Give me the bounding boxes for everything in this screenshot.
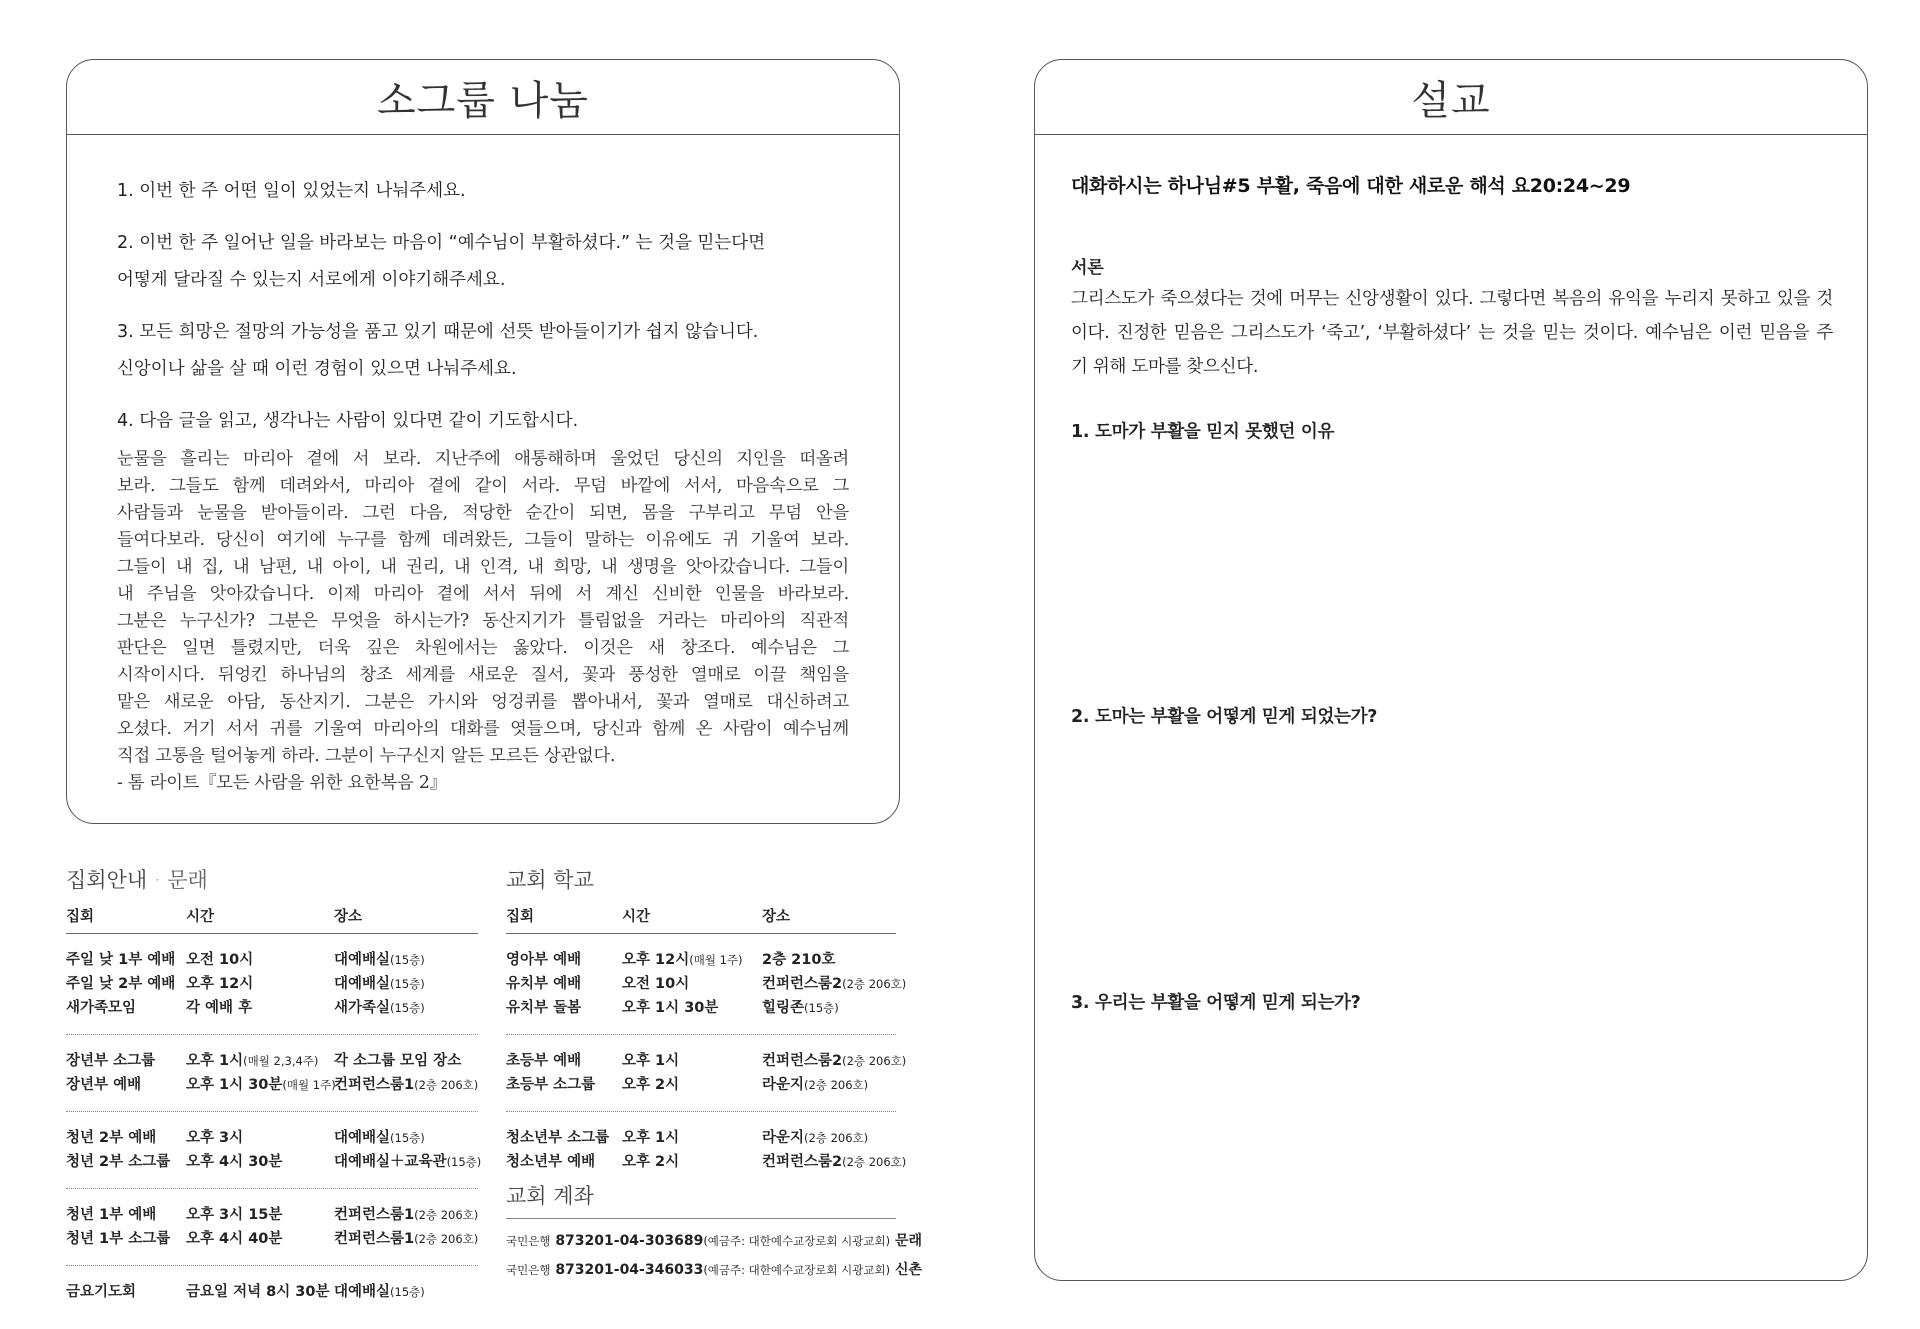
question-2-cont: 어떻게 달라질 수 있는지 서로에게 이야기해주세요. — [117, 270, 506, 290]
cell-note: (2층 206호) — [414, 1232, 479, 1246]
cell-text: 컨퍼런스룸2 — [762, 1154, 843, 1170]
table-divider — [506, 1034, 896, 1035]
table-cell-place — [762, 948, 835, 972]
table-row — [66, 1280, 478, 1304]
cell-text: 오후 12시 — [622, 952, 690, 968]
cell-text: 주일 낮 2부 예배 — [66, 976, 176, 992]
sermon-panel — [1034, 59, 1868, 1281]
cell-text: 컨퍼런스룸1 — [334, 1207, 415, 1223]
table-row — [66, 1150, 482, 1174]
table-cell-name — [66, 996, 136, 1020]
table-cell-name — [66, 1049, 155, 1073]
small-group-title: 소그룹 나눔 — [67, 60, 899, 135]
table-cell-time — [186, 1073, 336, 1097]
intro-line: 그리스도가 죽으셨다는 것에 머무는 신앙생활이 있다. 그렇다면 복음의 유익을 누리지 못하고 있을 것 — [1071, 289, 1833, 309]
cell-text: 오후 1시 — [622, 1053, 680, 1069]
table-cell-time — [186, 948, 253, 972]
table-row — [506, 1049, 907, 1073]
table-row — [506, 972, 907, 996]
cell-text: 오전 10시 — [186, 952, 254, 968]
table-cell-time — [622, 948, 743, 972]
table-row — [66, 996, 478, 1020]
question-1: 1. 이번 한 주 어떤 일이 있었는지 나눠주세요. — [117, 181, 466, 201]
cell-note: (매월 1주) — [282, 1078, 336, 1092]
table-header-cell: 집회 — [506, 909, 535, 925]
table-cell-time — [186, 1126, 243, 1150]
table-cell-time — [622, 972, 689, 996]
reading-quote — [117, 446, 849, 797]
table-row — [66, 1203, 478, 1227]
cell-note: (2층 206호) — [842, 977, 907, 991]
cell-text: 초등부 예배 — [506, 1053, 582, 1069]
cell-text: 장년부 예배 — [66, 1077, 142, 1093]
sermon-heading: 대화하시는 하나님#5 부활, 죽음에 대한 새로운 해석 요20:24~29 — [1071, 175, 1631, 197]
cell-text: 새가족모임 — [66, 1000, 137, 1016]
sermon-point-2: 2. 도마는 부활을 어떻게 믿게 되었는가? — [1071, 707, 1378, 727]
table-cell-name — [66, 948, 175, 972]
cell-text: 영아부 예배 — [506, 952, 582, 968]
table-cell-time — [186, 972, 253, 996]
cell-text: 청소년부 소그룹 — [506, 1130, 610, 1146]
meetings-heading-sub: 문래 — [167, 868, 208, 892]
cell-note: (15층) — [390, 977, 425, 991]
quote-line: 보라. 그들도 함께 데려와서, 마리아 곁에 같이 서라. 무덤 바깥에 서서, 마음속으로 그 — [117, 476, 849, 496]
school-table — [506, 900, 907, 1174]
cell-note: (15층) — [804, 1001, 839, 1015]
table-cell-place — [334, 1049, 461, 1073]
table-cell-name — [506, 1150, 595, 1174]
cell-text: 오후 4시 30분 — [186, 1154, 283, 1170]
cell-text: 청년 2부 소그룹 — [66, 1154, 171, 1170]
quote-line: - 톰 라이트『모든 사람을 위한 요한복음 2』 — [117, 773, 447, 793]
cell-note: (15층) — [390, 1285, 425, 1299]
cell-text: 새가족실 — [334, 1000, 391, 1016]
cell-text: 청년 1부 소그룹 — [66, 1231, 171, 1247]
cell-text: 청소년부 예배 — [506, 1154, 596, 1170]
cell-text: 유치부 돌봄 — [506, 1000, 582, 1016]
table-cell-place — [334, 1150, 481, 1174]
table-cell-time — [186, 1049, 318, 1073]
table-header — [506, 900, 896, 934]
table-row — [66, 1227, 478, 1251]
cell-text: 힐링존 — [762, 1000, 805, 1016]
table-cell-name — [506, 1049, 581, 1073]
table-cell-place — [334, 1280, 425, 1304]
table-row — [506, 1126, 896, 1150]
intro-label: 서론 — [1071, 258, 1104, 278]
cell-text: 청년 2부 예배 — [66, 1130, 157, 1146]
cell-text: 오전 10시 — [622, 976, 690, 992]
table-header-cell: 장소 — [334, 909, 363, 925]
quote-line: 사람들과 눈물을 받아들이라. 그런 다음, 적당한 순간이 되면, 몸을 구부리고 무덤 안을 — [117, 503, 849, 523]
table-divider — [66, 1111, 478, 1112]
sermon-title: 설교 — [1035, 60, 1867, 135]
table-cell-place — [762, 996, 839, 1020]
quote-line: 오셨다. 거기 서서 귀를 기울여 마리아의 대화를 엿들으며, 당신과 함께 온 사람이 예수님께 — [117, 719, 849, 739]
table-divider — [66, 1265, 478, 1266]
meetings-table — [66, 900, 482, 1304]
table-header — [66, 900, 478, 934]
cell-text: 유치부 예배 — [506, 976, 582, 992]
account-2-bank: 국민은행 — [506, 1263, 551, 1277]
cell-text: 각 소그룹 모임 장소 — [334, 1053, 462, 1069]
table-cell-place — [762, 1126, 868, 1150]
table-divider — [66, 1034, 478, 1035]
cell-text: 오후 3시 — [186, 1130, 244, 1146]
cell-note: (15층) — [390, 1131, 425, 1145]
cell-text: 컨퍼런스룸1 — [334, 1231, 415, 1247]
meetings-heading — [66, 864, 208, 894]
sermon-point-3: 3. 우리는 부활을 어떻게 믿게 되는가? — [1071, 993, 1361, 1013]
table-cell-place — [762, 1073, 868, 1097]
cell-text: 대예배실 — [334, 1284, 391, 1300]
small-group-panel — [66, 59, 900, 824]
quote-line: 판단은 일면 틀렸지만, 더욱 깊은 차원에서는 옳았다. 이것은 새 창조다. 예수님은 그 — [117, 638, 849, 658]
cell-text: 오후 12시 — [186, 976, 254, 992]
cell-text: 오후 1시 30분 — [622, 1000, 719, 1016]
account-1 — [506, 1230, 922, 1250]
table-cell-time — [622, 1126, 679, 1150]
table-divider — [66, 1188, 478, 1189]
quote-line: 그들이 내 집, 내 남편, 내 아이, 내 권리, 내 인격, 내 희망, 내 생명을 앗아갔습니다. 그들이 — [117, 557, 849, 577]
quote-line: 시작이시다. 뒤엉킨 하나님의 창조 세계를 새로운 질서, 꽃과 풍성한 열매로 이끌 책임을 — [117, 665, 849, 685]
table-header-cell: 시간 — [186, 909, 215, 925]
table-row — [66, 1049, 478, 1073]
account-1-branch: 문래 — [894, 1233, 923, 1249]
table-cell-name — [66, 1227, 170, 1251]
quote-line: 내 주님을 앗아갔습니다. 이제 마리아 곁에 서서 뒤에 서 계신 신비한 인물을 바라보라. — [117, 584, 849, 604]
table-header-cell: 집회 — [66, 909, 95, 925]
cell-note: (매월 2,3,4주) — [243, 1054, 319, 1068]
sermon-point-1: 1. 도마가 부활을 믿지 못했던 이유 — [1071, 422, 1335, 442]
cell-note: (매월 1주) — [689, 953, 743, 967]
table-cell-time — [622, 1073, 679, 1097]
account-2 — [506, 1259, 922, 1279]
cell-text: 오후 3시 15분 — [186, 1207, 283, 1223]
cell-text: 대예배실 — [334, 1130, 391, 1146]
cell-text: 2층 210호 — [762, 952, 836, 968]
cell-note: (15층) — [446, 1155, 482, 1169]
small-group-body — [67, 173, 899, 797]
school-heading: 교회 학교 — [506, 868, 594, 892]
question-2: 2. 이번 한 주 일어난 일을 바라보는 마음이 “예수님이 부활하셨다.” 는 것을 믿는다면 — [117, 233, 766, 253]
cell-note: (2층 206호) — [804, 1078, 869, 1092]
table-cell-name — [66, 1126, 156, 1150]
account-1-number: 873201-04-303689 — [555, 1233, 704, 1249]
table-cell-place — [762, 1150, 906, 1174]
cell-text: 컨퍼런스룸2 — [762, 976, 843, 992]
table-cell-name — [506, 972, 581, 996]
table-cell-name — [66, 972, 175, 996]
cell-text: 초등부 소그룹 — [506, 1077, 596, 1093]
quote-line: 맡은 새로운 아담, 동산지기. 그분은 가시와 엉겅퀴를 뽑아내서, 꽃과 열매로 대신하려고 — [117, 692, 849, 712]
table-divider — [506, 1111, 896, 1112]
table-cell-place — [334, 1203, 478, 1227]
account-1-note: (예금주: 대한예수교장로회 시광교회) — [703, 1234, 891, 1248]
table-cell-place — [334, 996, 425, 1020]
table-cell-name — [66, 1203, 156, 1227]
quote-line: 직접 고통을 털어놓게 하라. 그분이 누구신지 알든 모르든 상관없다. — [117, 746, 616, 766]
cell-note: (15층) — [390, 953, 425, 967]
table-cell-place — [762, 1049, 906, 1073]
cell-text: 대예배실 — [334, 952, 391, 968]
table-header-cell: 시간 — [622, 909, 651, 925]
table-cell-time — [186, 1280, 329, 1304]
table-row — [66, 972, 478, 996]
cell-text: 컨퍼런스룸2 — [762, 1053, 843, 1069]
table-cell-time — [186, 1150, 282, 1174]
cell-note: (2층 206호) — [842, 1054, 907, 1068]
cell-note: (2층 206호) — [414, 1208, 479, 1222]
table-cell-name — [506, 1073, 595, 1097]
table-row — [506, 996, 896, 1020]
table-row — [506, 1150, 907, 1174]
table-cell-time — [186, 996, 252, 1020]
cell-text: 청년 1부 예배 — [66, 1207, 157, 1223]
table-row — [506, 1073, 896, 1097]
table-cell-time — [622, 1049, 679, 1073]
account-2-number: 873201-04-346033 — [555, 1262, 704, 1278]
table-cell-place — [334, 972, 425, 996]
cell-text: 오후 1시 — [186, 1053, 244, 1069]
table-cell-place — [334, 1227, 478, 1251]
cell-text: 오후 2시 — [622, 1077, 680, 1093]
table-cell-time — [186, 1227, 282, 1251]
cell-text: 장년부 소그룹 — [66, 1053, 156, 1069]
table-header-cell: 장소 — [762, 909, 791, 925]
account-1-bank: 국민은행 — [506, 1234, 551, 1248]
table-row — [66, 1073, 478, 1097]
table-row — [66, 1126, 478, 1150]
table-row — [66, 948, 478, 972]
table-cell-name — [506, 996, 581, 1020]
cell-note: (2층 206호) — [414, 1078, 479, 1092]
cell-text: 각 예배 후 — [186, 1000, 253, 1016]
table-cell-time — [622, 1150, 679, 1174]
intro-text — [1071, 282, 1833, 384]
intro-line: 기 위해 도마를 찾으신다. — [1071, 357, 1259, 377]
question-4: 4. 다음 글을 읽고, 생각나는 사람이 있다면 같이 기도합시다. — [117, 411, 579, 431]
cell-text: 라운지 — [762, 1130, 805, 1146]
cell-text: 금요기도회 — [66, 1284, 137, 1300]
accounts-divider — [506, 1218, 896, 1219]
cell-text: 오후 1시 30분 — [186, 1077, 283, 1093]
cell-text: 금요일 저녁 8시 30분 — [186, 1284, 330, 1300]
cell-text: 컨퍼런스룸1 — [334, 1077, 415, 1093]
quote-line: 그분은 누구신가? 그분은 무엇을 하시는가? 동산지기가 틀림없을 거라는 마리아의 직관적 — [117, 611, 849, 631]
cell-note: (15층) — [390, 1001, 425, 1015]
table-cell-place — [334, 1073, 478, 1097]
cell-text: 대예배실＋교육관 — [334, 1154, 447, 1170]
table-cell-name — [66, 1280, 136, 1304]
table-cell-place — [334, 948, 425, 972]
question-3: 3. 모든 희망은 절망의 가능성을 품고 있기 때문에 선뜻 받아들이기가 쉽지 않습니다. — [117, 322, 759, 342]
accounts-heading: 교회 계좌 — [506, 1184, 594, 1208]
cell-text: 오후 4시 40분 — [186, 1231, 283, 1247]
cell-text: 주일 낮 1부 예배 — [66, 952, 176, 968]
table-cell-name — [506, 1126, 609, 1150]
table-cell-name — [66, 1073, 141, 1097]
table-cell-name — [506, 948, 581, 972]
table-cell-time — [622, 996, 718, 1020]
table-cell-place — [762, 972, 906, 996]
table-row — [506, 948, 896, 972]
account-2-branch: 신촌 — [894, 1262, 923, 1278]
account-2-note: (예금주: 대한예수교장로회 시광교회) — [703, 1263, 891, 1277]
sermon-body — [1035, 171, 1867, 384]
quote-line: 들여다보라. 당신이 여기에 누구를 함께 데려왔든, 그들이 말하는 이유에도 귀 기울여 보라. — [117, 530, 849, 550]
cell-text: 오후 2시 — [622, 1154, 680, 1170]
cell-note: (2층 206호) — [804, 1131, 869, 1145]
intro-line: 이다. 진정한 믿음은 그리스도가 ‘죽고’, ‘부활하셨다’ 는 것을 믿는 것이다. 예수님은 이런 믿음을 주 — [1071, 323, 1833, 343]
quote-line: 눈물을 흘리는 마리아 곁에 서 보라. 지난주에 애통해하며 울었던 당신의 지인을 떠올려 — [117, 449, 849, 469]
meetings-heading-main: 집회안내 — [66, 868, 148, 892]
cell-note: (2층 206호) — [842, 1155, 907, 1169]
cell-text: 오후 1시 — [622, 1130, 680, 1146]
meetings-heading-sep: · — [147, 868, 168, 892]
question-3-cont: 신앙이나 삶을 살 때 이런 경험이 있으면 나눠주세요. — [117, 359, 517, 379]
cell-text: 라운지 — [762, 1077, 805, 1093]
table-cell-place — [334, 1126, 425, 1150]
cell-text: 대예배실 — [334, 976, 391, 992]
table-cell-name — [66, 1150, 170, 1174]
table-cell-time — [186, 1203, 282, 1227]
